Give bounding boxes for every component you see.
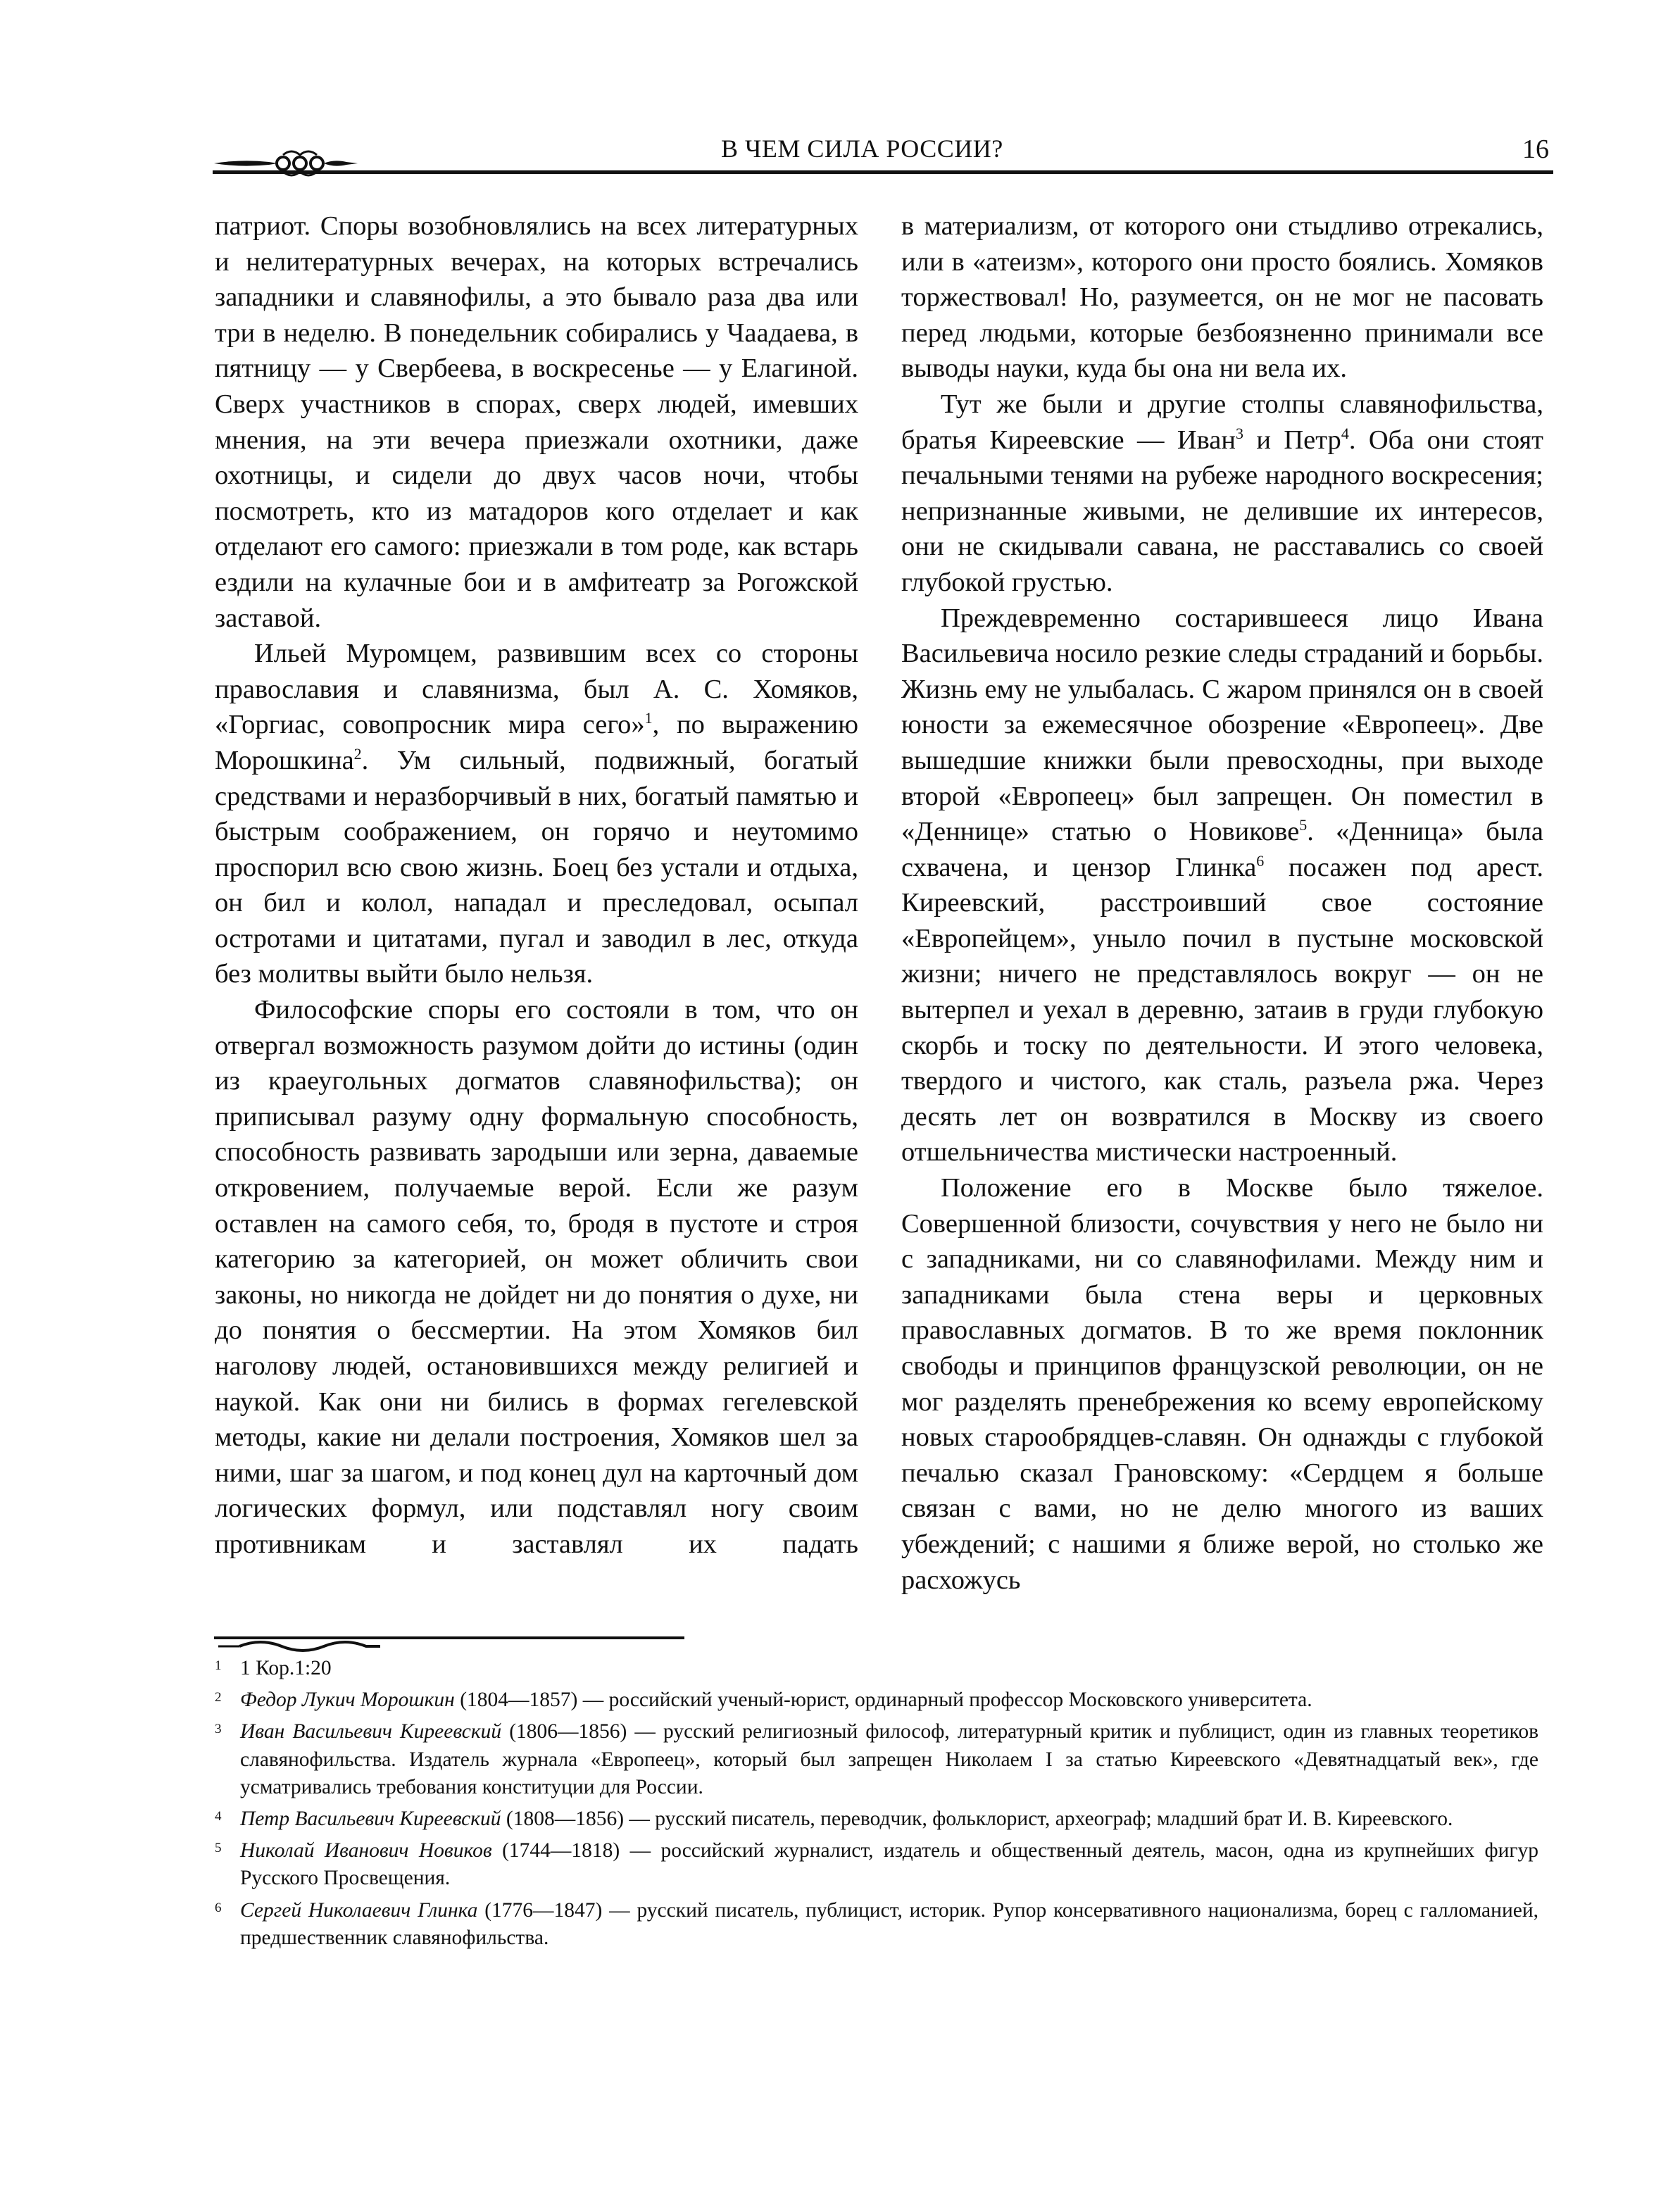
paragraph: Преждевременно состарившееся лицо Ивана Васильевича носило резкие следы страданий и борьбы. Жизнь ему не улыбалась. С жаром принялся он в своей юности за ежемесячное обозрение «Европеец». Две вышедшие книжки были превосходны, при выходе второй «Европеец» был запрещен. Он поместил в «Деннице» статью о Новикове$^5$. «Денница» была схвачена, и цензор Глинка$^6$ посажен под арест. Киреевский, расстроивший свое состояние «Европейцем», уныло почил в пустыне московской жизни; ничего не представлялось вокруг — он не вытерпел и уехал в деревню, затаив в груди глубокую скорбь и тоску по деятельности. И этого человека, твердого и чистого, как сталь, разъела ржа. Через десять лет он возвратился в Москву из своего отшельничества мистически настроенный. <box>901 603 1543 1167</box>
paragraph: патриот. Споры возобновлялись на всех литературных и нелитературных вечерах, на которых встречались западники и славянофилы, а это бывало раза два или три в неделю. В понедельник собирались у Чаадаева, в пятницу — у Свербеева, в воскресенье — у Елагиной. Сверх участников в спорах, сверх людей, имевших мнения, на эти вечера приезжали охотники, даже охотницы, и сидели до двух часов ночи, чтобы посмотреть, кто из матадоров кого отделает и как отделают его самого: приезжали в том роде, как встарь ездили на кулачные бои и в амфитеатр за Рогожской заставой. <box>215 211 858 633</box>
paragraph: в материализм, от которого они стыдливо отрекались, или в «атеизм», которого они просто боялись. Хомяков торжествовал! Но, разумеется, он не мог не пасовать перед людьми, которые безбоязненно принимали все выводы науки, куда бы она ни вела их. <box>901 211 1543 384</box>
footnotes <box>215 1655 1538 1956</box>
footnote-ref[interactable]: 1 <box>644 709 653 727</box>
footnote-ref[interactable]: 5 <box>1299 816 1308 834</box>
footnote-number: 6 <box>215 1900 222 1915</box>
footnote: 2 Федор Лукич Морошкин (1804—1857) — российский ученый-юрист, ординарный профессор Московского университета. <box>215 1686 1538 1714</box>
footnote-number: 1 <box>215 1658 222 1673</box>
footnote-separator-icon <box>211 1634 690 1655</box>
text-column-right <box>901 208 1543 1598</box>
paragraph: Философские споры его состояли в том, что он отвергал возможность разумом дойти до истины (один из краеугольных догматов славянофильства); он приписывал разуму одну формальную способность, способность развивать зародыши или зерна, даваемые откровением, получаемые верой. Если же разум оставлен на самого себя, то, бродя в пустоте и строя категорию за категорией, он может обличить свои законы, но никогда не дойдет ни до понятия о духе, ни до понятия о бессмертии. На этом Хомяков бил наголову людей, остановившихся между религией и наукой. Как они ни бились в формах гегелевской методы, какие ни делали построения, Хомяков шел за ними, шаг за шагом, и под конец дул на карточный дом логических формул, или подставлял ногу своим противникам и заставлял их падать <box>215 995 858 1559</box>
header-rule <box>213 170 1553 174</box>
text-column-left <box>215 208 858 1563</box>
footnote: 3 Иван Васильевич Киреевский (1806—1856) — русский религиозный философ, литературный критик и публицист, один из главных теоретиков славянофильства. Издатель журнала «Европеец», который был запрещен Николаем I за статью Киреевского «Девятнадцатый век», где усматривались требования конституции для России. <box>215 1718 1538 1801</box>
paragraph: Ильей Муромцем, развившим всех со стороны православия и славянизма, был А. С. Хомяков, «Горгиас, совопросник мира сего»$^1$, по выражению Морошкина$^2$. Ум сильный, подвижный, богатый средствами и неразборчивый в них, богатый памятью и быстрым соображением, он горячо и неутомимо проспорил всю свою жизнь. Боец без устали и отдыха, он бил и колол, нападал и преследовал, осыпал остротами и цитатами, пугал и заводил в лес, откуда без молитвы выйти было нельзя. <box>215 639 859 989</box>
footnote-number: 4 <box>215 1809 222 1824</box>
footnote-ref[interactable]: 3 <box>1236 424 1243 442</box>
running-header <box>213 134 1553 176</box>
footnote-ref[interactable]: 6 <box>1256 851 1265 870</box>
paragraph: Тут же были и другие столпы славянофильства, братья Киреевские — Иван$^3$ и Петр$^4$. Оба они стоят печальными тенями на рубеже народного воскресения; непризнанные живыми, не делившие их интересов, они не скидывали савана, не расставались со своей глубокой грустью. <box>901 389 1543 597</box>
footnote-ref[interactable]: 2 <box>353 745 362 763</box>
footnote-number: 2 <box>215 1690 222 1705</box>
footnote-number: 5 <box>215 1841 222 1856</box>
page-number: 16 <box>1522 134 1549 164</box>
running-title: В ЧЕМ СИЛА РОССИИ? <box>721 134 1003 163</box>
footnote: 5 Николай Иванович Новиков (1744—1818) — российский журналист, издатель и общественный деятель, масон, одна из крупнейших фигур Русского Просвещения. <box>215 1837 1538 1892</box>
footnote: 6 Сергей Николаевич Глинка (1776—1847) — русский писатель, публицист, историк. Рупор консервативного национализма, борец с галломанией, предшественник славянофильства. <box>215 1897 1538 1952</box>
footnote: 1 1 Кор.1:20 <box>215 1655 1538 1682</box>
footnote: 4 Петр Васильевич Киреевский (1808—1856) — русский писатель, переводчик, фольклорист, археограф; младший брат И. В. Киреевского. <box>215 1805 1538 1833</box>
footnote-number: 3 <box>215 1722 222 1737</box>
footnote-ref[interactable]: 4 <box>1341 424 1349 442</box>
paragraph: Положение его в Москве было тяжелое. Совершенной близости, сочувствия у него не было ни с западниками, ни со славянофилами. Между ним и западниками была стена веры и церковных православных догматов. В то же время поклонник свободы и принципов французской революции, он не мог разделять пренебрежения ко всему европейскому новых старообрядцев-славян. Он однажды с глубокой печалью сказал Грановскому: «Сердцем я больше связан с вами, но не делю многого из ваших убеждений; с нашими я ближе верой, но столько же расхожусь <box>901 1173 1543 1595</box>
